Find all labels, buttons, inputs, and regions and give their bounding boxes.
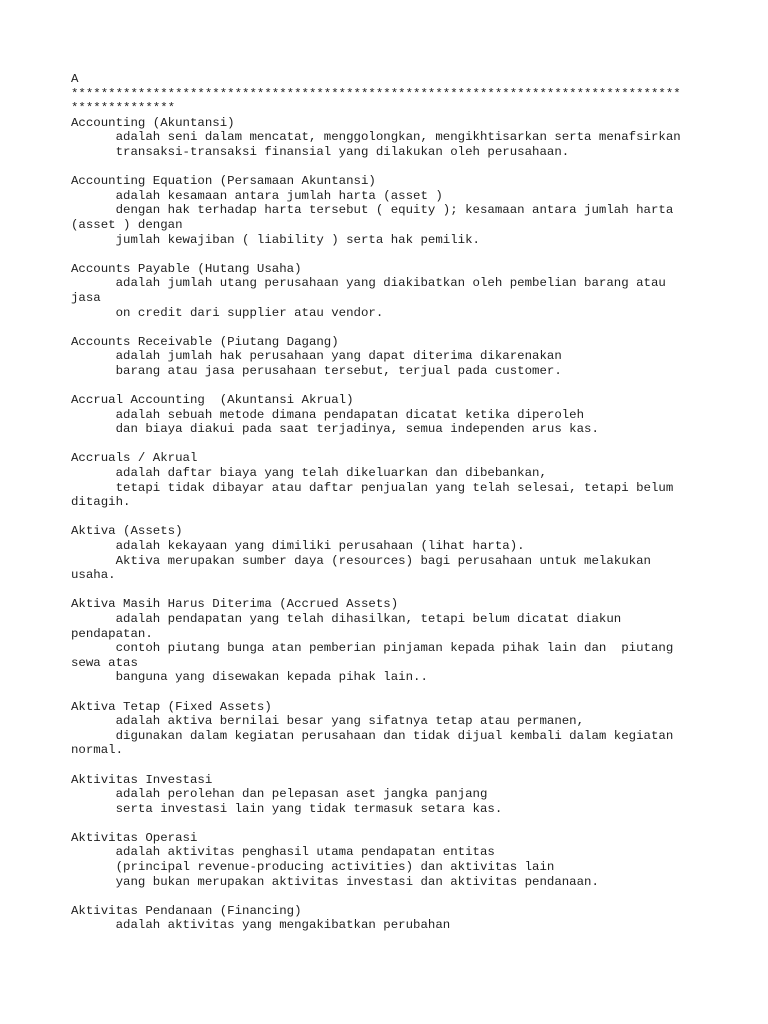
text-line: adalah aktivitas penghasil utama pendapatan entitas [71,845,495,860]
text-line [71,320,711,335]
text-line: usaha. [71,568,116,583]
text-line: ************** [71,101,176,116]
text-line: adalah aktivitas yang mengakibatkan perubahan [71,918,451,933]
text-line: yang bukan merupakan aktivitas investasi dan aktivitas pendanaan. [71,874,599,889]
text-line: Aktivitas Operasi [71,830,198,845]
text-line: normal. [71,743,124,758]
text-line: Accruals / Akrual [71,451,198,466]
text-line: Accounts Receivable (Piutang Dagang) [71,334,339,349]
text-line: adalah perolehan dan pelepasan aset jangka panjang [71,787,488,802]
text-line: on credit dari supplier atau vendor. [71,305,384,320]
text-line: adalah aktiva bernilai besar yang sifatnya tetap atau permanen, [71,714,585,729]
text-line: adalah kekayaan yang dimiliki perusahaan (lihat harta). [71,539,525,553]
text-line [71,378,711,393]
text-line: Accrual Accounting (Akuntansi Akrual) [71,393,354,408]
document-page [71,72,711,933]
text-line: dengan hak terhadap harta tersebut ( equity ); kesamaan antara jumlah harta [71,203,674,218]
text-line: adalah daftar biaya yang telah dikeluarkan dan dibebankan, [71,466,547,481]
text-line [71,583,711,598]
text-line: sewa atas [71,655,138,670]
text-line: (principal revenue-producing activities) dan aktivitas lain [71,860,555,875]
text-line: Accounting Equation (Persamaan Akuntansi) [71,174,376,189]
text-line: jasa [71,290,101,305]
text-line [71,685,711,700]
text-line [71,889,711,904]
text-line: Aktiva merupakan sumber daya (resources) bagi perusahaan untuk melakukan [71,553,651,568]
text-line [71,758,711,773]
text-line [71,510,711,525]
text-line: adalah seni dalam mencatat, menggolongkan, mengikhtisarkan serta menafsirkan [71,130,681,145]
text-line: adalah sebuah metode dimana pendapatan dicatat ketika diperoleh [71,407,585,422]
text-line: Aktivitas Pendanaan (Financing) [71,903,302,918]
text-line: A [71,72,79,86]
text-line: ********************************************************************************** [71,86,681,101]
text-line: adalah pendapatan yang telah dihasilkan, tetapi belum dicatat diakun [71,611,622,626]
text-line: Accounts Payable (Hutang Usaha) [71,261,302,276]
text-line: Accounting (Akuntansi) [71,115,235,130]
text-line: adalah jumlah utang perusahaan yang diakibatkan oleh pembelian barang atau [71,276,666,291]
text-line: dan biaya diakui pada saat terjadinya, semua independen arus kas. [71,422,599,437]
text-line: tetapi tidak dibayar atau daftar penjualan yang telah selesai, tetapi belum [71,480,674,495]
text-line: pendapatan. [71,626,153,641]
text-line: ditagih. [71,495,131,510]
text-line: jumlah kewajiban ( liability ) serta hak pemilik. [71,232,480,247]
text-line: banguna yang disewakan kepada pihak lain.. [71,670,428,685]
text-line [71,247,711,262]
text-line [71,816,711,831]
text-line [71,160,711,175]
text-line: adalah kesamaan antara jumlah harta (asset ) [71,188,443,203]
text-line: (asset ) dengan [71,217,183,232]
text-line: Aktiva Masih Harus Diterima (Accrued Assets) [71,597,399,612]
text-line: contoh piutang bunga atan pemberian pinjaman kepada pihak lain dan piutang [71,641,674,656]
text-line: serta investasi lain yang tidak termasuk setara kas. [71,801,503,816]
text-line [71,437,711,452]
text-line: Aktiva (Assets) [71,524,183,539]
text-line: barang atau jasa perusahaan tersebut, terjual pada customer. [71,363,562,378]
text-line: digunakan dalam kegiatan perusahaan dan tidak dijual kembali dalam kegiatan [71,728,674,743]
text-line: transaksi-transaksi finansial yang dilakukan oleh perusahaan. [71,144,570,159]
text-line: Aktiva Tetap (Fixed Assets) [71,699,272,714]
text-line: adalah jumlah hak perusahaan yang dapat diterima dikarenakan [71,349,562,364]
text-line: Aktivitas Investasi [71,772,213,787]
